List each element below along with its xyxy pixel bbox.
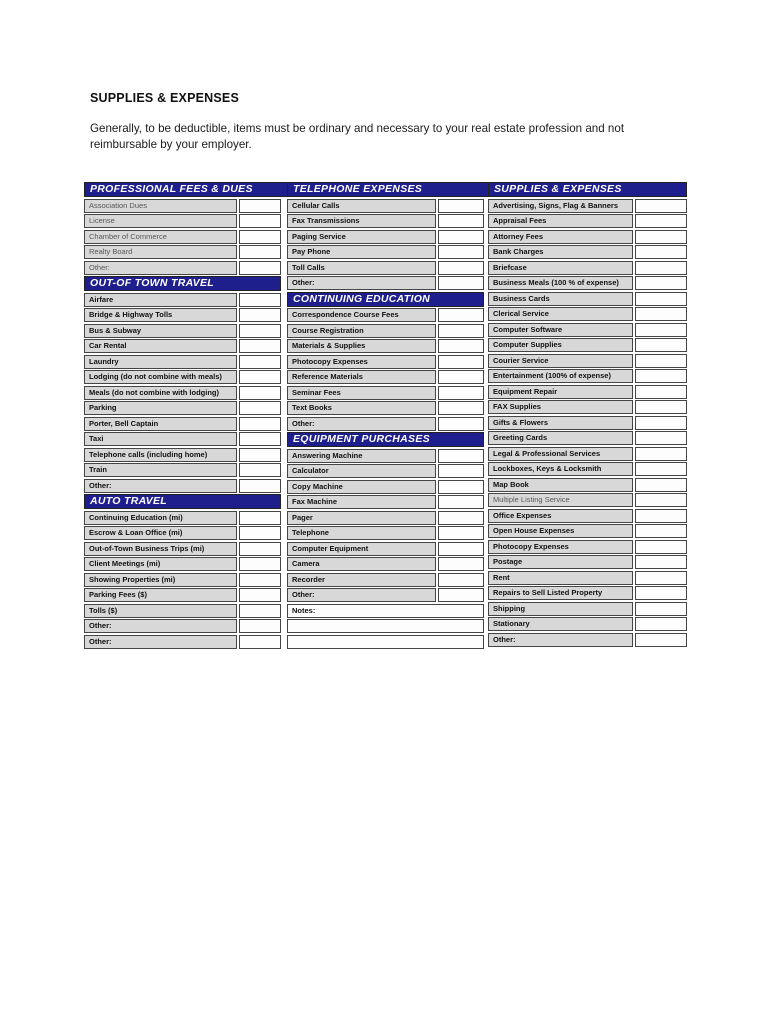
amount-cell[interactable] [635,633,687,647]
expense-row [488,230,687,244]
amount-cell[interactable] [438,573,484,587]
expense-row [287,480,484,494]
expense-row [84,479,281,493]
expense-label: Photocopy Expenses [488,540,633,554]
amount-cell[interactable] [438,526,484,540]
expense-row [488,338,687,352]
worksheet-column [84,199,281,651]
expense-label: Lockboxes, Keys & Locksmith [488,462,633,476]
expense-label: Out-of-Town Business Trips (mi) [84,542,237,556]
expense-label: Appraisal Fees [488,214,633,228]
amount-cell[interactable] [635,586,687,600]
expense-label: Bus & Subway [84,324,237,338]
amount-cell[interactable] [635,214,687,228]
amount-cell[interactable] [239,588,281,602]
amount-cell[interactable] [635,555,687,569]
expense-row [488,447,687,461]
amount-cell[interactable] [239,526,281,540]
amount-cell[interactable] [438,339,484,353]
section-header: SUPPLIES & EXPENSES [488,182,687,197]
section-header: TELEPHONE EXPENSES [287,182,488,197]
amount-cell[interactable] [239,199,281,213]
expense-row [488,385,687,399]
amount-cell[interactable] [635,323,687,337]
expense-worksheet [84,182,687,650]
expense-label: Copy Machine [287,480,436,494]
expense-label: Other: [287,276,436,290]
amount-cell[interactable] [239,417,281,431]
expense-row [84,245,281,259]
expense-row [84,370,281,384]
expense-label: Computer Equipment [287,542,436,556]
expense-label: Other: [287,588,436,602]
amount-cell[interactable] [438,511,484,525]
amount-cell[interactable] [239,214,281,228]
expense-label: Recorder [287,573,436,587]
expense-row [84,324,281,338]
expense-label: Legal & Professional Services [488,447,633,461]
amount-cell[interactable] [438,588,484,602]
expense-row [287,449,484,463]
amount-cell[interactable] [635,571,687,585]
amount-cell[interactable] [239,261,281,275]
expense-label: Escrow & Loan Office (mi) [84,526,237,540]
expense-row [287,464,484,478]
expense-row [488,292,687,306]
expense-label: Repairs to Sell Listed Property [488,586,633,600]
expense-row [488,261,687,275]
expense-label: Bridge & Highway Tolls [84,308,237,322]
expense-row [84,573,281,587]
expense-label: Entertainment (100% of expense) [488,369,633,383]
expense-row [84,339,281,353]
amount-cell[interactable] [635,307,687,321]
expense-row [84,604,281,618]
expense-label: Telephone calls (including home) [84,448,237,462]
amount-cell[interactable] [438,542,484,556]
amount-cell[interactable] [635,478,687,492]
amount-cell[interactable] [635,230,687,244]
expense-label: Tolls ($) [84,604,237,618]
expense-label: Toll Calls [287,261,436,275]
expense-row [287,511,484,525]
expense-label: Course Registration [287,324,436,338]
amount-cell[interactable] [438,495,484,509]
section-header: OUT-OF TOWN TRAVEL [84,276,281,291]
expense-row [287,199,484,213]
expense-row [84,293,281,307]
expense-row [488,571,687,585]
notes-blank-row [287,619,484,633]
expense-row [488,524,687,538]
amount-cell[interactable] [239,339,281,353]
expense-row [488,354,687,368]
expense-label: Attorney Fees [488,230,633,244]
amount-cell[interactable] [635,245,687,259]
expense-row [488,462,687,476]
expense-label: Shipping [488,602,633,616]
section-header: PROFESSIONAL FEES & DUES [84,182,287,197]
expense-row [488,416,687,430]
amount-cell[interactable] [239,324,281,338]
amount-cell[interactable] [239,245,281,259]
amount-cell[interactable] [635,524,687,538]
amount-cell[interactable] [239,308,281,322]
amount-cell[interactable] [635,292,687,306]
amount-cell[interactable] [438,199,484,213]
amount-cell[interactable] [635,462,687,476]
expense-label: Camera [287,557,436,571]
expense-row [287,245,484,259]
page-title: SUPPLIES & EXPENSES [90,91,239,105]
expense-label: Correspondence Course Fees [287,308,436,322]
amount-cell[interactable] [635,617,687,631]
expense-row [287,355,484,369]
expense-row [84,199,281,213]
expense-row [488,369,687,383]
expense-row [84,448,281,462]
expense-label: Train [84,463,237,477]
amount-cell[interactable] [635,385,687,399]
expense-label: Client Meetings (mi) [84,557,237,571]
expense-row [488,586,687,600]
expense-row [488,400,687,414]
expense-row [287,386,484,400]
expense-label: Showing Properties (mi) [84,573,237,587]
expense-label: Realty Board [84,245,237,259]
expense-label: Rent [488,571,633,585]
amount-cell[interactable] [239,432,281,446]
expense-label: Business Cards [488,292,633,306]
expense-label: Office Expenses [488,509,633,523]
expense-row [488,540,687,554]
amount-cell[interactable] [438,276,484,290]
expense-row [488,478,687,492]
expense-label: Gifts & Flowers [488,416,633,430]
expense-row [488,323,687,337]
expense-row [488,431,687,445]
amount-cell[interactable] [635,540,687,554]
amount-cell[interactable] [438,261,484,275]
amount-cell[interactable] [635,509,687,523]
amount-cell[interactable] [635,400,687,414]
amount-cell[interactable] [635,354,687,368]
amount-cell[interactable] [239,635,281,649]
notes-line[interactable] [287,619,484,633]
notes-row [287,604,484,618]
expense-label: Courier Service [488,354,633,368]
amount-cell[interactable] [438,401,484,415]
expense-row [84,542,281,556]
expense-label: Equipment Repair [488,385,633,399]
expense-row [84,588,281,602]
expense-row [84,386,281,400]
expense-row [488,493,687,507]
expense-label: Multiple Listing Service [488,493,633,507]
expense-row [84,230,281,244]
expense-label: Cellular Calls [287,199,436,213]
expense-label: Photocopy Expenses [287,355,436,369]
expense-label: Telephone [287,526,436,540]
amount-cell[interactable] [239,573,281,587]
expense-label: Other: [488,633,633,647]
expense-row [488,555,687,569]
expense-row [287,308,484,322]
amount-cell[interactable] [438,324,484,338]
notes-line[interactable] [287,635,484,649]
expense-row [84,355,281,369]
amount-cell[interactable] [438,386,484,400]
amount-cell[interactable] [635,199,687,213]
expense-label: Taxi [84,432,237,446]
expense-row [84,432,281,446]
expense-row [488,617,687,631]
amount-cell[interactable] [438,417,484,431]
expense-label: Greeting Cards [488,431,633,445]
amount-cell[interactable] [239,542,281,556]
expense-row [84,511,281,525]
expense-label: Airfare [84,293,237,307]
amount-cell[interactable] [635,493,687,507]
expense-row [287,261,484,275]
expense-label: Fax Machine [287,495,436,509]
top-header-band [84,182,687,197]
expense-row [287,401,484,415]
expense-row [287,417,484,431]
expense-label: Business Meals (100 % of expense) [488,276,633,290]
worksheet-column [488,199,687,651]
expense-row [84,526,281,540]
expense-label: License [84,214,237,228]
amount-cell[interactable] [438,449,484,463]
amount-cell[interactable] [635,369,687,383]
expense-label: Computer Supplies [488,338,633,352]
expense-row [488,633,687,647]
expense-row [287,557,484,571]
expense-row [84,619,281,633]
expense-label: Lodging (do not combine with meals) [84,370,237,384]
expense-row [84,463,281,477]
amount-cell[interactable] [438,230,484,244]
expense-row [84,401,281,415]
amount-cell[interactable] [239,293,281,307]
expense-label: Association Dues [84,199,237,213]
expense-row [488,307,687,321]
amount-cell[interactable] [635,431,687,445]
expense-label: Reference Materials [287,370,436,384]
expense-label: Seminar Fees [287,386,436,400]
expense-label: Pay Phone [287,245,436,259]
expense-label: Other: [287,417,436,431]
amount-cell[interactable] [635,447,687,461]
expense-label: Parking Fees ($) [84,588,237,602]
amount-cell[interactable] [239,448,281,462]
expense-label: Laundry [84,355,237,369]
expense-row [287,230,484,244]
worksheet-columns [84,199,687,651]
amount-cell[interactable] [438,464,484,478]
amount-cell[interactable] [438,557,484,571]
amount-cell[interactable] [239,386,281,400]
expense-label: Materials & Supplies [287,339,436,353]
amount-cell[interactable] [438,480,484,494]
expense-row [287,573,484,587]
expense-row [287,276,484,290]
expense-label: Other: [84,619,237,633]
section-header: AUTO TRAVEL [84,494,281,509]
amount-cell[interactable] [635,338,687,352]
expense-row [488,509,687,523]
amount-cell[interactable] [239,604,281,618]
amount-cell[interactable] [635,276,687,290]
expense-label: Open House Expenses [488,524,633,538]
expense-row [84,417,281,431]
expense-label: Car Rental [84,339,237,353]
amount-cell[interactable] [239,355,281,369]
expense-row [287,542,484,556]
expense-label: Fax Transmissions [287,214,436,228]
expense-label: Other: [84,635,237,649]
notes-label: Notes: [287,604,484,618]
expense-label: Answering Machine [287,449,436,463]
expense-label: Text Books [287,401,436,415]
expense-label: Meals (do not combine with lodging) [84,386,237,400]
expense-row [287,339,484,353]
expense-row [488,199,687,213]
amount-cell[interactable] [635,602,687,616]
expense-row [287,495,484,509]
expense-label: Continuing Education (mi) [84,511,237,525]
amount-cell[interactable] [635,416,687,430]
amount-cell[interactable] [635,261,687,275]
expense-row [287,324,484,338]
expense-label: Advertising, Signs, Flag & Banners [488,199,633,213]
amount-cell[interactable] [239,619,281,633]
expense-label: Briefcase [488,261,633,275]
expense-label: Clerical Service [488,307,633,321]
expense-row [84,214,281,228]
section-header: CONTINUING EDUCATION [287,292,484,307]
amount-cell[interactable] [438,245,484,259]
intro-paragraph: Generally, to be deductible, items must be ordinary and necessary to your real estate profession and not reimbursable by your employer. [90,122,625,151]
amount-cell[interactable] [438,355,484,369]
expense-row [84,557,281,571]
amount-cell[interactable] [438,308,484,322]
expense-row [488,602,687,616]
expense-row [84,635,281,649]
amount-cell[interactable] [239,370,281,384]
amount-cell[interactable] [438,370,484,384]
expense-label: Porter, Bell Captain [84,417,237,431]
expense-row [488,214,687,228]
expense-row [84,308,281,322]
amount-cell[interactable] [239,479,281,493]
worksheet-column [287,199,484,651]
amount-cell[interactable] [239,230,281,244]
expense-row [287,214,484,228]
expense-label: Calculator [287,464,436,478]
expense-row [488,276,687,290]
expense-label: FAX Supplies [488,400,633,414]
expense-row [287,370,484,384]
expense-row [488,245,687,259]
amount-cell[interactable] [239,557,281,571]
amount-cell[interactable] [239,511,281,525]
expense-label: Computer Software [488,323,633,337]
expense-label: Pager [287,511,436,525]
expense-label: Postage [488,555,633,569]
expense-label: Bank Charges [488,245,633,259]
expense-row [287,526,484,540]
expense-row [287,588,484,602]
amount-cell[interactable] [239,463,281,477]
expense-label: Parking [84,401,237,415]
expense-label: Paging Service [287,230,436,244]
notes-blank-row [287,635,484,649]
expense-label: Other: [84,261,237,275]
section-header: EQUIPMENT PURCHASES [287,432,484,447]
expense-row [84,261,281,275]
amount-cell[interactable] [239,401,281,415]
expense-label: Map Book [488,478,633,492]
expense-label: Other: [84,479,237,493]
expense-label: Chamber of Commerce [84,230,237,244]
expense-label: Stationary [488,617,633,631]
amount-cell[interactable] [438,214,484,228]
